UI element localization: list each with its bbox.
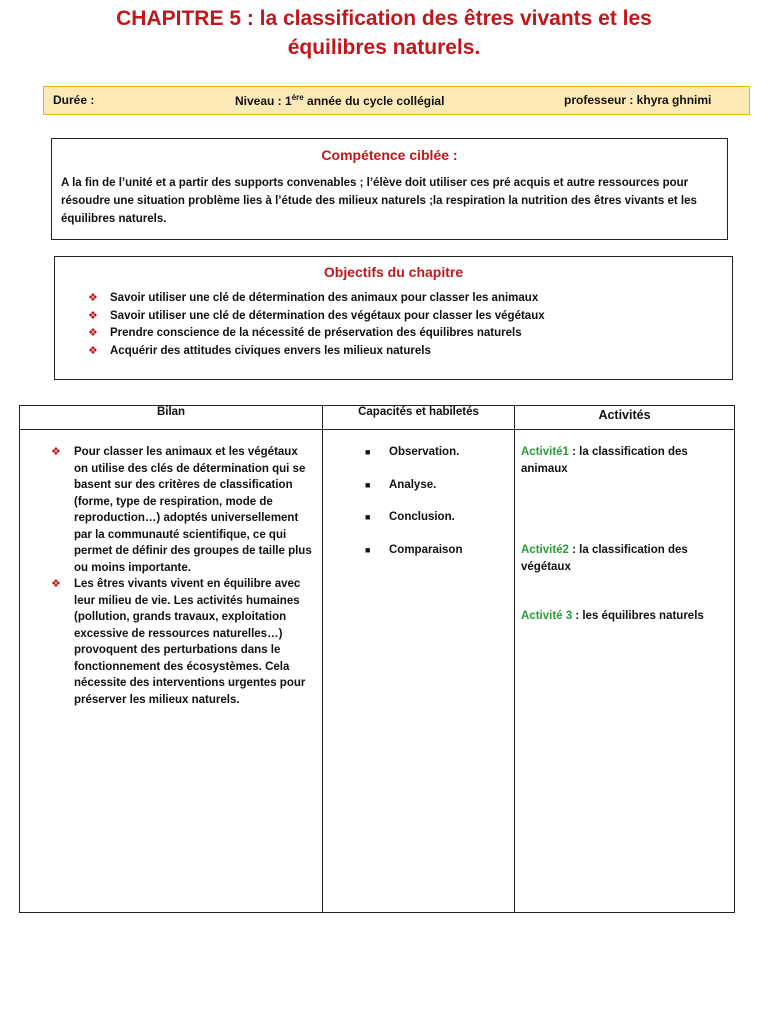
- bilan-item: [51, 576, 314, 708]
- objectif-text: Savoir utiliser une clé de détermination des végétaux pour classer les végétaux: [110, 309, 545, 322]
- diamond-bullet-icon: ❖: [51, 578, 61, 590]
- niveau-label: [235, 93, 444, 108]
- activite-label: Activité 3: [521, 610, 573, 622]
- objectif-item: [88, 325, 732, 343]
- objectifs-box: [54, 256, 733, 380]
- competence-box: [51, 138, 728, 240]
- activite-text: : les équilibres naturels: [572, 610, 704, 622]
- activite-text: : la classification des végétaux: [521, 544, 688, 573]
- bilan-header: Bilan: [20, 406, 323, 430]
- table-header-row: [20, 406, 735, 430]
- activite-label: Activité1: [521, 446, 569, 458]
- diamond-bullet-icon: ❖: [88, 292, 98, 304]
- objectif-item: [88, 308, 732, 326]
- objectif-item: [88, 343, 732, 361]
- bilan-text: Les êtres vivants vivent en équilibre avec leur milieu de vie. Les activités humaines (pollution, grands travaux, exploitation excessive de ressources naturelles…) provoquent des perturbations dans le fonctionnement des écosystèmes. Cela nécessite des interventions urgentes pour préserver les milieux naturels.: [74, 578, 306, 706]
- capacites-header: Capacités et habiletés: [323, 406, 515, 430]
- bilan-list: [51, 444, 322, 708]
- objectif-text: Acquérir des attitudes civiques envers les milieux naturels: [110, 344, 431, 357]
- activites-cell: [515, 430, 735, 913]
- diamond-bullet-icon: ❖: [88, 309, 98, 322]
- professeur-label: professeur : khyra ghnimi: [564, 93, 712, 107]
- square-bullet-icon: ■: [365, 479, 371, 490]
- competence-text: A la fin de l’unité et a partir des supports convenables ; l’élève doit utiliser ces pré acquis et autre ressources pour résoudre une situation problème lies à l’étude des milieux naturels ;la respiration la nutrition des êtres vivants et les équilibres naturels.: [61, 177, 697, 225]
- activite-item: [521, 542, 711, 576]
- capacite-text: Conclusion.: [389, 511, 455, 523]
- chapter-title-line1: CHAPITRE 5 : la classification des êtres vivants et les: [116, 7, 652, 30]
- activite-item: [521, 608, 711, 625]
- objectifs-title: Objectifs du chapitre: [323, 264, 464, 280]
- objectif-text: Prendre conscience de la nécessité de préservation des équilibres naturels: [110, 327, 522, 339]
- capacite-item: [365, 542, 514, 559]
- diamond-bullet-icon: ❖: [88, 327, 98, 339]
- diamond-bullet-icon: ❖: [88, 344, 98, 357]
- duree-label: Durée :: [53, 93, 95, 107]
- diamond-bullet-icon: ❖: [51, 446, 61, 458]
- capacite-text: Comparaison: [389, 543, 463, 556]
- niveau-prefix: Niveau : 1: [235, 94, 292, 108]
- activite-text: : la classification des animaux: [521, 446, 688, 475]
- capacite-item: [365, 477, 514, 494]
- square-bullet-icon: ■: [365, 447, 371, 457]
- capacite-text: Analyse.: [389, 478, 437, 491]
- capacites-cell: [323, 430, 515, 913]
- capacite-item: [365, 509, 514, 526]
- info-bar: [43, 86, 750, 115]
- lesson-table: [19, 405, 735, 913]
- objectifs-list: [88, 290, 732, 360]
- square-bullet-icon: ■: [365, 544, 371, 555]
- capacites-list: [365, 444, 514, 559]
- table-row: [20, 430, 735, 913]
- capacite-text: Observation.: [389, 446, 460, 458]
- bilan-item: [51, 444, 314, 576]
- niveau-suffix: année du cycle collégial: [303, 94, 445, 108]
- capacite-item: [365, 444, 514, 461]
- chapter-title-line2: équilibres naturels.: [287, 36, 481, 59]
- objectif-text: Savoir utiliser une clé de détermination des animaux pour classer les animaux: [110, 292, 539, 304]
- niveau-sup: ère: [291, 93, 304, 102]
- square-bullet-icon: ■: [365, 512, 371, 522]
- objectif-item: [88, 290, 732, 308]
- chapter-title: [60, 4, 708, 62]
- bilan-text: Pour classer les animaux et les végétaux on utilise des clés de détermination qui se basent sur des critères de classification (forme, type de respiration, mode de reproduction…) adoptés universellement par la communauté scientifique, ce qui permet de définir des groupes de taille plus ou moins importante.: [74, 446, 312, 574]
- activites-header: Activités: [515, 406, 735, 430]
- bilan-cell: [20, 430, 323, 913]
- activite-item: [521, 444, 711, 478]
- activite-label: Activité2: [521, 544, 569, 556]
- competence-title: Compétence ciblée :: [321, 147, 458, 163]
